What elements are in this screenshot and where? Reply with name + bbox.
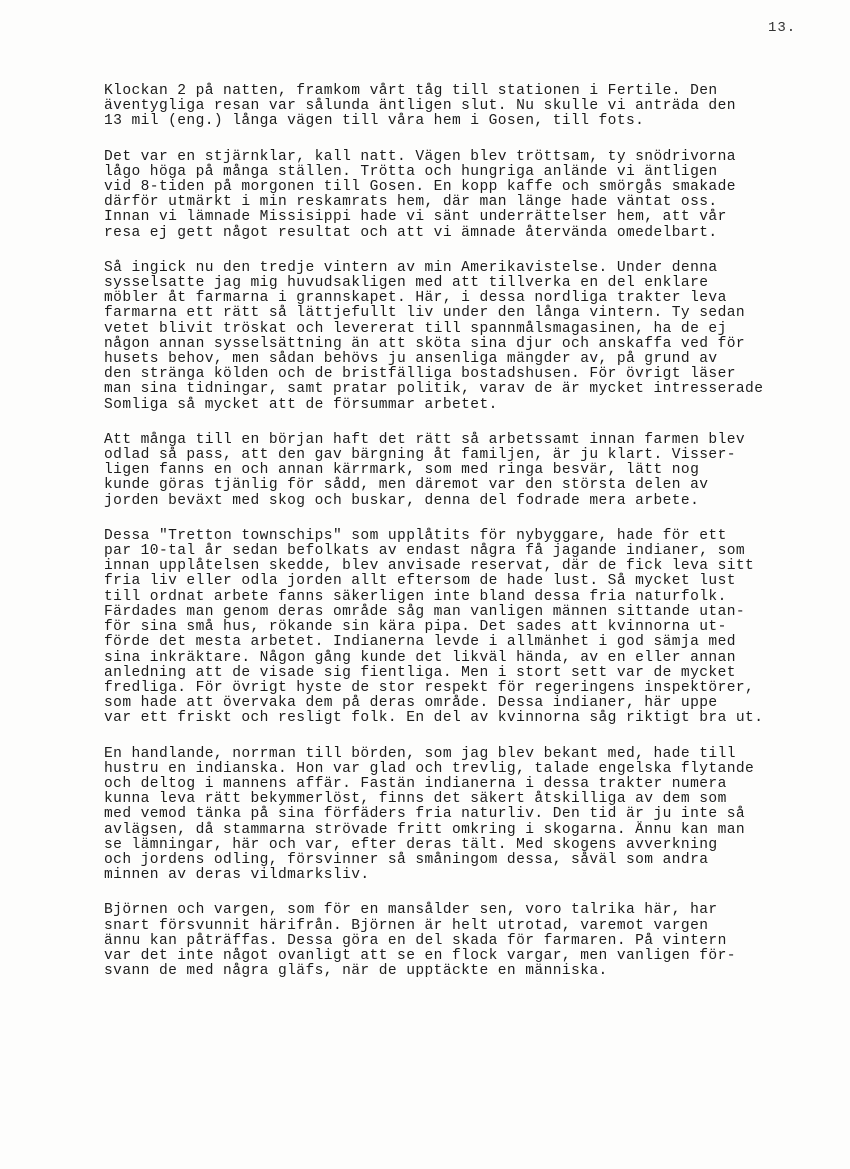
text-line: snart försvunnit härifrån. Björnen är helt utrotad, varemot vargen [104,917,709,934]
paragraph [104,529,834,727]
text-line: En handlande, norrman till börden, som jag blev bekant med, hade till [104,745,736,762]
paragraph [104,903,834,979]
text-line: ännu kan påträffas. Dessa göra en del skada för farmaren. På vintern [104,932,727,949]
text-line: hustru en indianska. Hon var glad och trevlig, talade engelska flytande [104,760,755,777]
text-line: och jordens odling, försvinner så småningom dessa, såväl som andra [104,851,709,868]
text-line: odlad så pass, att den gav bärgning åt familjen, är ju klart. Visser- [104,447,736,464]
text-line: 13 mil (eng.) långa vägen till våra hem i Gosen, till fots. [104,113,645,130]
text-line: möbler åt farmarna i grannskapet. Här, i dessa nordliga trakter leva [104,290,727,307]
text-line: par 10-tal år sedan befolkats av endast några få jagande indianer, som [104,543,746,560]
document-body [104,84,834,999]
text-line: innan upplåtelsen skedde, blev anvisade reservat, där de fick leva sitt [104,558,755,575]
page-number: 13. [768,20,797,36]
text-line: var ett friskt och resligt folk. En del av kvinnorna såg riktigt bra ut. [104,710,764,727]
text-line: till ordnat arbete fanns säkerligen inte bland dessa fria naturfolk. [104,588,727,605]
text-line: vetet blivit tröskat och levererat till spannmålsmagasinen, ha de ej [104,320,727,337]
text-line: med vemod tänka på sina förfäders fria naturliv. Den tid är ju inte så [104,806,746,823]
text-line: och deltog i mannens affär. Fastän indianerna i dessa trakter numera [104,775,727,792]
text-line: Det var en stjärnklar, kall natt. Vägen blev tröttsam, ty snödrivorna [104,148,736,165]
text-line: var det inte något ovanligt att se en flock vargar, men vanligen för- [104,947,736,964]
text-line: någon annan sysselsättning än att sköta sina djur och anskaffa ved för [104,335,746,352]
text-line: farmarna ett rätt så lättjefullt liv under den långa vintern. Ty sedan [104,305,746,322]
paragraph [104,433,834,509]
text-line: Dessa "Tretton townschips" som upplåtits för nybyggare, hade för ett [104,527,727,544]
text-line: kunde göras tjänlig för sådd, men däremot var den största delen av [104,477,709,494]
text-line: Somliga så mycket att de försummar arbetet. [104,396,498,413]
text-line: jorden beväxt med skog och buskar, denna del fodrade mera arbete. [104,492,700,509]
text-line: se lämningar, här och var, efter deras tält. Med skogens avverkning [104,836,718,853]
text-line: man sina tidningar, samt pratar politik, varav de är mycket intresserade [104,381,764,398]
text-line: anledning att de visade sig fientliga. Men i stort sett var de mycket [104,664,736,681]
text-line: Att många till en början haft det rätt så arbetssamt innan farmen blev [104,431,746,448]
text-line: lågo höga på många ställen. Trötta och hungriga anlände vi äntligen [104,163,718,180]
paragraph [104,84,834,130]
text-line: den stränga kölden och de bristfälliga bostadshusen. För övrigt läser [104,366,736,383]
text-line: kunna leva rätt bekymmerlöst, finns det säkert åtskilliga av dem som [104,791,727,808]
text-line: vid 8-tiden på morgonen till Gosen. En kopp kaffe och smörgås smakade [104,179,736,196]
text-line: Klockan 2 på natten, framkom vårt tåg till stationen i Fertile. Den [104,83,718,99]
text-line: fredliga. För övrigt hyste de stor respekt för regeringens inspektörer, [104,679,755,696]
text-line: äventygliga resan var sålunda äntligen slut. Nu skulle vi anträda den [104,98,736,115]
text-line: Björnen och vargen, som för en mansålder sen, voro talrika här, har [104,902,718,919]
text-line: ligen fanns en och annan kärrmark, som med ringa besvär, lätt nog [104,462,700,479]
paragraph [104,261,834,413]
text-line: för sina små hus, rökande sin kära pipa. Det sades att kvinnorna ut- [104,619,727,636]
text-line: svann de med några gläfs, när de upptäckte en människa. [104,963,608,980]
text-line: avlägsen, då stammarna strövade fritt omkring i skogarna. Ännu kan man [104,821,746,838]
text-line: Innan vi lämnade Missisippi hade vi sänt underrättelser hem, att vår [104,209,727,226]
text-line: husets behov, men sådan behövs ju ansenliga mängder av, på grund av [104,351,718,368]
paragraph [104,747,834,884]
text-line: sysselsatte jag mig huvudsakligen med att tillverka en del enklare [104,275,709,292]
paragraph [104,150,834,241]
text-line: Så ingick nu den tredje vintern av min Amerikavistelse. Under denna [104,259,718,276]
text-line: Färdades man genom deras område såg man vanligen männen sittande utan- [104,603,746,620]
text-line: resa ej gett något resultat och att vi ämnade återvända omedelbart. [104,224,718,241]
text-line: minnen av deras vildmarksliv. [104,867,370,884]
text-line: sina inkräktare. Någon gång kunde det likväl hända, av en eller annan [104,649,736,666]
text-line: förde det mesta arbetet. Indianerna levde i allmänhet i god sämja med [104,634,736,651]
text-line: därför utmärkt i min reskamrats hem, där man länge hade väntat oss. [104,194,718,211]
text-line: som hade att övervaka dem på deras område. Dessa indianer, här uppe [104,695,718,712]
text-line: fria liv eller odla jorden allt eftersom de hade lust. Så mycket lust [104,573,736,590]
